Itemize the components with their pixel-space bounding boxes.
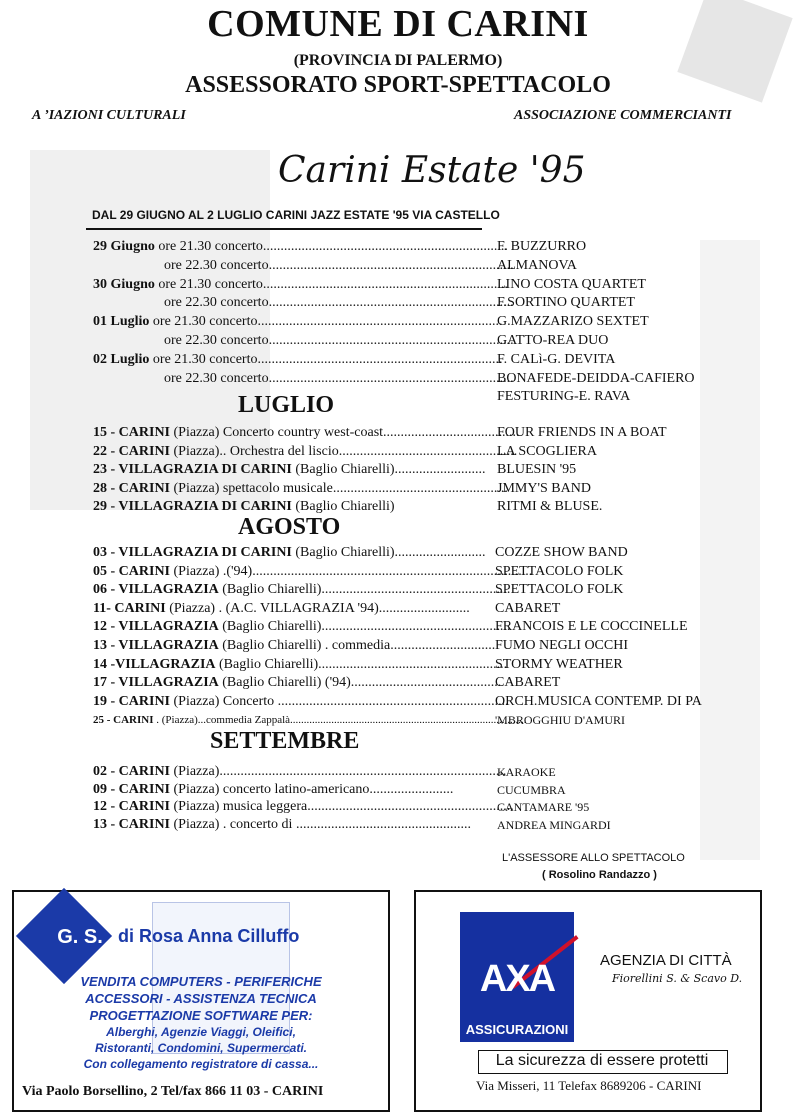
schedule-row-event: ore 22.30 concerto...................................................................... [164,333,514,348]
schedule-row-event: 09 - CARINI (Piazza) concerto latino-americano........................ [93,781,454,797]
schedule-row-performer: FOUR FRIENDS IN A BOAT [497,425,667,440]
schedule-row-event: 06 - VILLAGRAZIA (Baglio Chiarelli)...................................................... [93,582,511,598]
department-line: ASSESSORATO SPORT-SPETTACOLO [185,72,611,98]
schedule-row-performer: CUCUMBRA [497,782,566,797]
schedule-row-performer: JMMY'S BAND [497,480,591,496]
schedule-subtitle: DAL 29 GIUGNO AL 2 LUGLIO CARINI JAZZ ESTATE '95 VIA CASTELLO [92,208,500,222]
province-line: (PROVINCIA DI PALERMO) [293,52,503,69]
schedule-row-performer: GATTO-REA DUO [497,333,609,348]
schedule-row [0,294,796,312]
axa-logo-subtitle: ASSICURAZIONI [460,1018,574,1042]
schedule-row [0,674,796,692]
gs-address: Via Paolo Borsellino, 2 Tel/fax 866 11 03 - CARINI [22,1084,324,1099]
schedule-row [0,443,796,461]
schedule-row-performer: RITMI & BLUSE. [497,499,603,515]
schedule-row-event: 30 Giugno ore 21.30 concerto...................................................................... [93,276,508,292]
schedule-row-event: 29 - VILLAGRAZIA DI CARINI (Baglio Chiarelli) [93,499,395,515]
schedule-row-event: ore 22.30 concerto...................................................................... [164,257,514,273]
schedule-row [0,816,796,834]
schedule-row-performer: ALMANOVA [497,257,577,273]
schedule-row-performer: F.SORTINO QUARTET [497,295,635,311]
schedule-row-event: 03 - VILLAGRAZIA DI CARINI (Baglio Chiarelli).......................... [93,545,486,560]
schedule-row-event: 19 - CARINI (Piazza) Concerto .................................................................. [93,693,509,709]
schedule-row-event: 13 - CARINI (Piazza) . concerto di .................................................. [93,816,471,832]
schedule-row [0,637,796,655]
schedule-row [0,424,796,442]
schedule-row-event: 11- CARINI (Piazza) . (A.C. VILLAGRAZIA '94).......................... [93,600,470,616]
gs-service-line-1: VENDITA COMPUTERS - PERIFERICHE [80,974,322,989]
schedule-row [0,763,796,781]
schedule-row-performer: FESTURING-E. RAVA [497,389,631,405]
right-tag: ASSOCIAZIONE COMMERCIANTI [514,108,732,123]
gs-owner: di Rosa Anna Cilluffo [118,926,300,946]
schedule-row-event: 23 - VILLAGRAZIA DI CARINI (Baglio Chiarelli).......................... [93,462,486,478]
schedule-row [0,313,796,331]
schedule-row-event: 28 - CARINI (Piazza) spettacolo musicale.................................................. [93,480,508,496]
schedule-row-event: 05 - CARINI (Piazza) .('94)................................................................................ [93,563,533,579]
schedule-row [0,388,796,406]
festival-title: Carini Estate '95 [278,150,586,191]
schedule-row [0,563,796,581]
month-heading-luglio: LUGLIO [238,392,335,418]
schedule-row [0,480,796,498]
schedule-row-performer: KARAOKE [497,765,556,779]
schedule-row [0,581,796,599]
schedule-row-performer: G.MAZZARIZO SEXTET [497,314,649,330]
schedule-row-performer: SPETTACOLO FOLK [495,563,624,579]
schedule-row-event: 25 - CARINI . (Piazza)...commedia Zappalà...................................................................................... [93,714,527,727]
axa-agency-name: AGENZIA DI CITTÀ [600,952,732,969]
schedule-row-performer: CANTAMARE '95 [497,800,590,814]
schedule-row [0,656,796,674]
schedule-row-event: ore 22.30 concerto...................................................................... [164,370,514,386]
month-heading-settembre: SETTEMBRE [210,728,360,754]
schedule-row [0,276,796,294]
gs-service-line-3: PROGETTAZIONE SOFTWARE PER: [89,1008,313,1023]
schedule-row-event: 29 Giugno ore 21.30 concerto...................................................................... [93,239,508,254]
schedule-row [0,257,796,275]
schedule-row-performer: CABARET [495,600,561,616]
schedule-row [0,238,796,256]
schedule-row [0,461,796,479]
schedule-row [0,798,796,816]
schedule-row-event: 13 - VILLAGRAZIA (Baglio Chiarelli) . commedia.............................. [93,638,496,653]
schedule-row-event: 02 Luglio ore 21.30 concerto...................................................................... [93,351,503,367]
schedule-row-performer: FRANCOIS E LE COCCINELLE [495,619,688,635]
schedule-row [0,781,796,799]
schedule-row [0,351,796,369]
schedule-row-performer: F. BUZZURRO [497,239,587,254]
axa-logo-text: AXA [479,958,555,1000]
schedule-row [0,544,796,562]
schedule-row-performer: ANDREA MINGARDI [497,817,611,832]
gs-service-line-6: Con collegamento registratore di cassa... [83,1057,319,1071]
subtitle-underline [86,228,482,230]
schedule-row-performer: BLUESIN '95 [497,462,577,478]
schedule-row-performer: F. CALì-G. DEVITA [497,351,616,367]
schedule-row-performer: LINO COSTA QUARTET [497,276,646,292]
left-tag: A ʼIAZIONI CULTURALI [32,108,186,123]
schedule-row-performer: ORCH.MUSICA CONTEMP. DI PA [495,693,702,709]
schedule-row-performer: SPETTACOLO FOLK [495,582,624,598]
gs-service-line-5: Ristoranti, Condomini, Supermercati. [94,1041,308,1055]
schedule-row-event: 15 - CARINI (Piazza) Concerto country west-coast....................................... [93,425,520,440]
schedule-row-event: 12 - CARINI (Piazza) musica leggera........................................................... [93,799,514,814]
month-heading-agosto: AGOSTO [238,514,341,540]
schedule-row-event: 01 Luglio ore 21.30 concerto...................................................................... [93,314,503,330]
gs-logo-text: G. S. [57,926,103,948]
axa-address: Via Misseri, 11 Telefax 8689206 - CARINI [476,1078,702,1093]
schedule-row [0,693,796,711]
schedule-row [0,600,796,618]
schedule-row-event: 02 - CARINI (Piazza).................................................................................. [93,764,507,779]
schedule-row [0,370,796,388]
ad-axa-agency [414,890,762,1112]
schedule-row-event: 17 - VILLAGRAZIA (Baglio Chiarelli) ('94)........................................... [93,675,502,691]
schedule-row-performer: LA SCOGLIERA [497,443,597,459]
schedule-row [0,498,796,516]
gs-service-line-2: ACCESSORI - ASSISTENZA TECNICA [85,991,317,1006]
page-title: COMUNE DI CARINI [207,3,589,45]
gs-service-line-4: Alberghi, Agenzie Viaggi, Oleifici, [106,1025,296,1039]
schedule-row-performer: BONAFEDE-DEIDDA-CAFIERO [497,370,695,386]
signature-role: L'ASSESSORE ALLO SPETTACOLO [502,852,685,864]
schedule-row-event: ore 22.30 concerto...................................................................... [164,295,514,311]
schedule-row-event: 22 - CARINI (Piazza).. Orchestra del liscio................................................... [93,443,518,459]
ad-gs-computers [12,890,390,1112]
schedule-row-performer: STORMY WEATHER [495,656,623,672]
schedule-row [0,618,796,636]
schedule-row [0,711,796,729]
signature-name: ( Rosolino Randazzo ) [542,869,657,881]
schedule-row-event: 12 - VILLAGRAZIA (Baglio Chiarelli)...................................................... [93,619,511,635]
schedule-row [0,332,796,350]
schedule-row-performer: COZZE SHOW BAND [495,545,628,560]
schedule-row-performer: CABARET [495,675,561,691]
schedule-row-performer: FUMO NEGLI OCCHI [495,638,628,653]
schedule-row-event: 14 -VILLAGRAZIA (Baglio Chiarelli)...................................................... [93,656,508,672]
axa-agents: Fiorellini S. & Scavo D. [612,972,743,985]
axa-slogan: La sicurezza di essere protetti [495,1052,709,1069]
axa-logo-box [460,912,574,1018]
schedule-row-performer: 'MBROGGHIU D'AMURI [495,713,625,728]
